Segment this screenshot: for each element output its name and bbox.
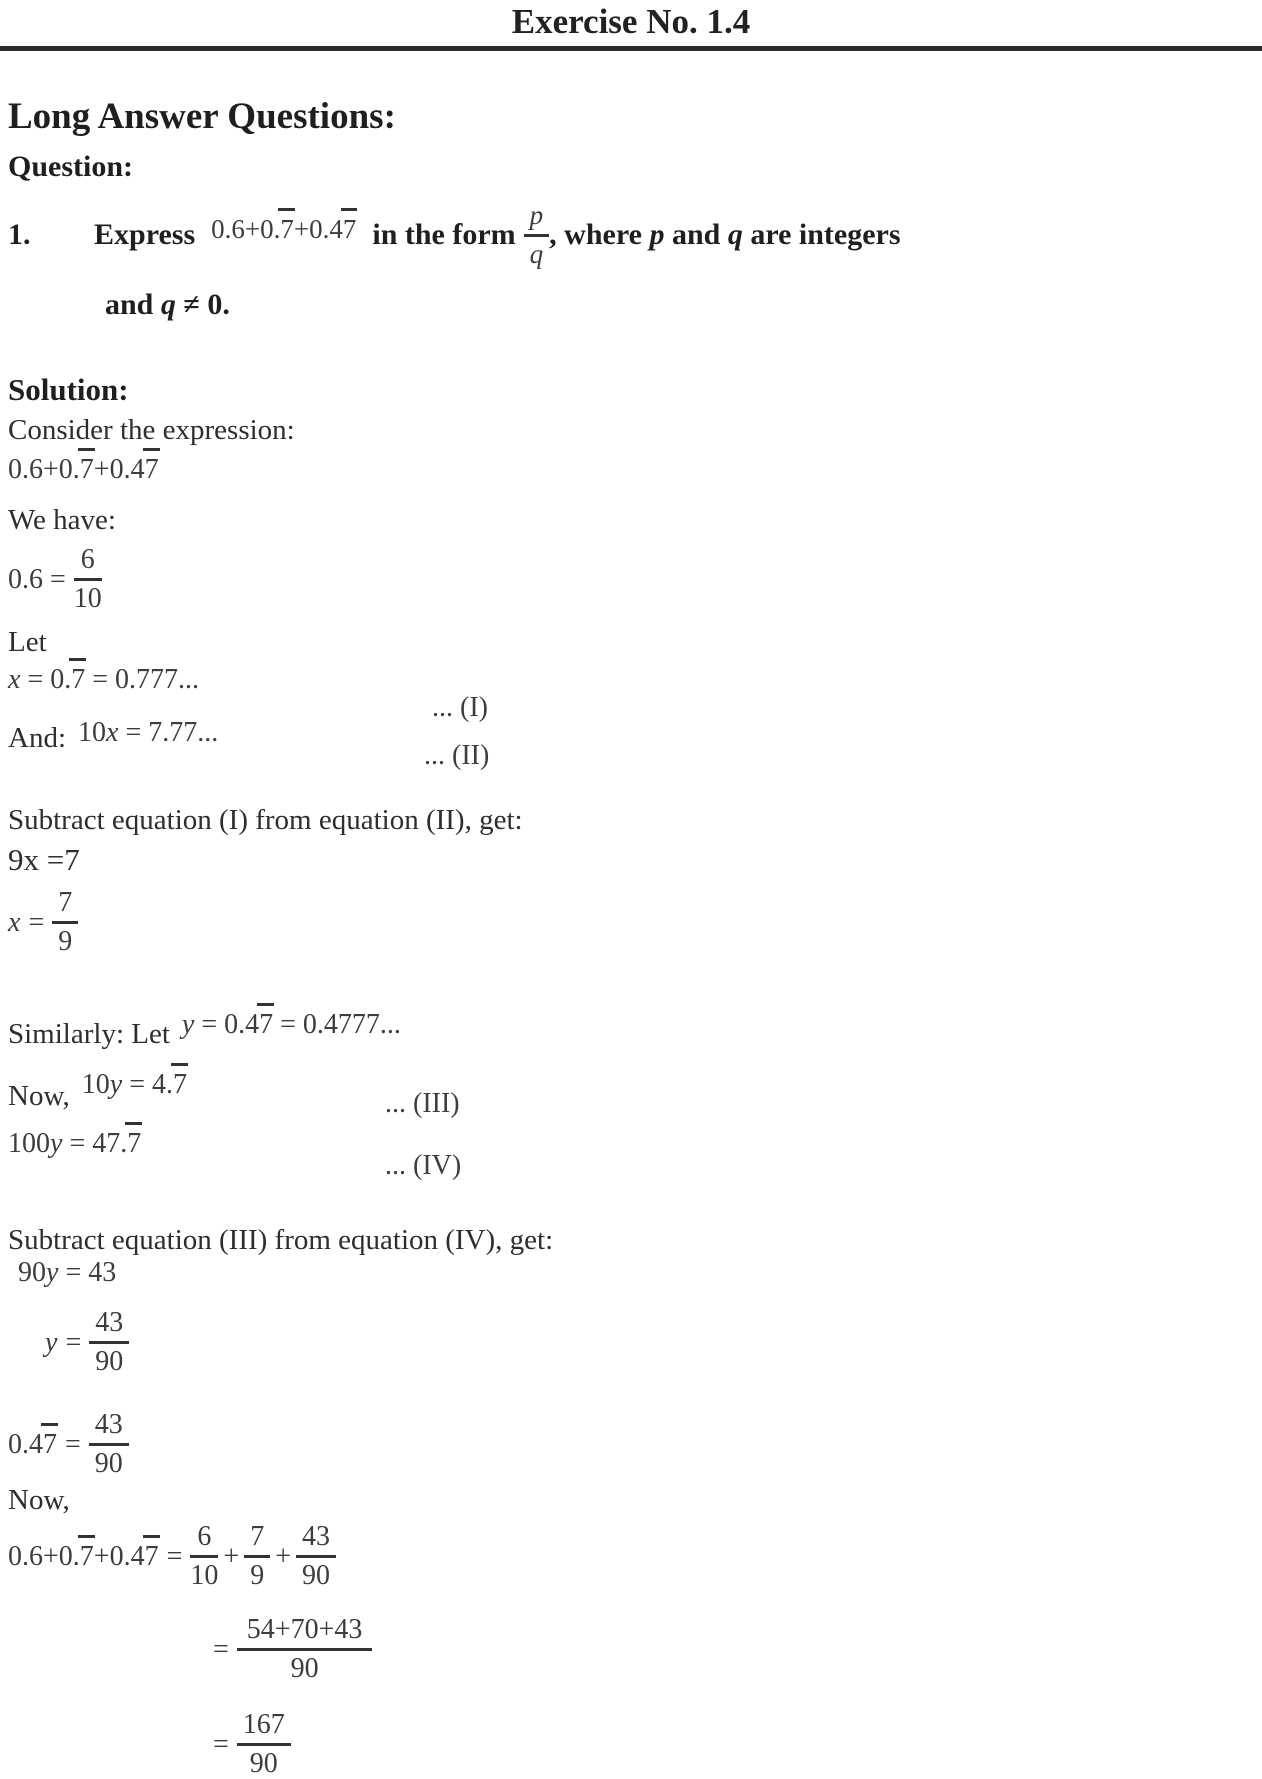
heading-solution: Solution: xyxy=(8,372,129,407)
fraction-6-10: $\frac{6}{10}$ xyxy=(73,544,102,615)
expression-line: 0.6+0.7+0.47 xyxy=(8,454,159,485)
equation-90y: 90y = 43 xyxy=(18,1257,117,1288)
final-equation-1: 0.6+0.7+0.47 = $\frac{6}{10}$ + $\frac{7}{9}$ + $\frac{43}{90}$ xyxy=(8,1522,336,1591)
let-label: Let xyxy=(8,626,47,658)
fraction-7-9: $\frac{7}{9}$ xyxy=(244,1522,270,1591)
question-mid: in the form xyxy=(372,217,516,251)
fraction-43-90: $\frac{43}{90}$ xyxy=(89,1410,129,1479)
equation-4: 100y = 47.7 xyxy=(8,1128,142,1159)
fraction-6-10: $\frac{6}{10}$ xyxy=(190,1521,219,1592)
equation-2: And: 10x = 7.77... xyxy=(8,717,219,754)
overline-7: 7 xyxy=(79,1540,94,1572)
overline-7: 7 xyxy=(259,1009,274,1040)
heading-question: Question: xyxy=(8,150,134,183)
similarly-line: Similarly: Let y = 0.47 = 0.4777... xyxy=(8,1009,401,1050)
question-line-2: and q ≠ 0. xyxy=(105,288,230,321)
equation-0-6: 0.6 = $\frac{6}{10}$ xyxy=(8,544,102,615)
overline-7: 7 xyxy=(79,454,94,485)
page-title: Exercise No. 1.4 xyxy=(511,2,751,41)
equation-9x: 9x =7 xyxy=(8,842,80,877)
question-expression: 0.6+0.7+0.47 xyxy=(211,214,357,245)
consider-text: Consider the expression: xyxy=(8,414,295,446)
subtract-text-2: Subtract equation (III) from equation (IV), get: xyxy=(8,1224,554,1256)
final-equation-2: = $\frac{54+70+43}{90}$ xyxy=(213,1615,372,1684)
equation-tag-ii: ... (II) xyxy=(424,740,490,771)
equation-y-43-90: y = $\frac{43}{90}$ xyxy=(45,1308,129,1377)
equation-tag-iii: ... (III) xyxy=(385,1088,460,1119)
overline-7: 7 xyxy=(43,1428,57,1460)
fraction-p-q: $\frac{p}{q}$ xyxy=(524,201,550,268)
overline-7: 7 xyxy=(71,664,86,695)
we-have-text: We have: xyxy=(8,504,116,536)
now-label-1: Now, xyxy=(8,1080,70,1112)
equation-tag-iv: ... (IV) xyxy=(385,1150,462,1181)
title-divider xyxy=(0,46,1262,51)
fraction-43-90: $\frac{43}{90}$ xyxy=(89,1308,129,1377)
question-line-1 xyxy=(8,196,901,274)
overline-7: 7 xyxy=(144,454,159,485)
fraction-167-90: $\frac{167}{90}$ xyxy=(237,1710,291,1779)
heading-long-answer: Long Answer Questions: xyxy=(8,96,396,137)
overline-7: 7 xyxy=(144,1540,159,1572)
similarly-label: Similarly: Let xyxy=(8,1018,170,1050)
fraction-43-90: $\frac{43}{90}$ xyxy=(296,1522,336,1591)
equation-047: 0.47 = $\frac{43}{90}$ xyxy=(8,1410,129,1479)
question-lead: Express xyxy=(94,217,196,251)
equation-1: x = 0.7 = 0.777... xyxy=(8,664,200,695)
now-label-2: Now, xyxy=(8,1484,70,1516)
subtract-text-1: Subtract equation (I) from equation (II), get: xyxy=(8,804,523,836)
final-lhs: 0.6+0.7+0.47 xyxy=(8,1540,159,1572)
question-number: 1. xyxy=(8,217,31,251)
final-equation-3: = $\frac{167}{90}$ xyxy=(213,1710,291,1779)
overline-7: 7 xyxy=(280,214,294,245)
overline-7: 7 xyxy=(173,1069,187,1100)
question-tail: , where p and q are integers xyxy=(549,217,901,251)
fraction-7-9: $\frac{7}{9}$ xyxy=(52,888,78,957)
equation-tag-i: ... (I) xyxy=(432,692,488,723)
equation-x-7-9: x = $\frac{7}{9}$ xyxy=(8,888,78,957)
overline-7: 7 xyxy=(127,1128,142,1159)
and-label: And: xyxy=(8,722,66,754)
fraction-sum-90: $\frac{54+70+43}{90}$ xyxy=(237,1615,373,1684)
equation-3: Now, 10y = 4.7 xyxy=(8,1069,187,1112)
overline-7: 7 xyxy=(342,214,357,245)
